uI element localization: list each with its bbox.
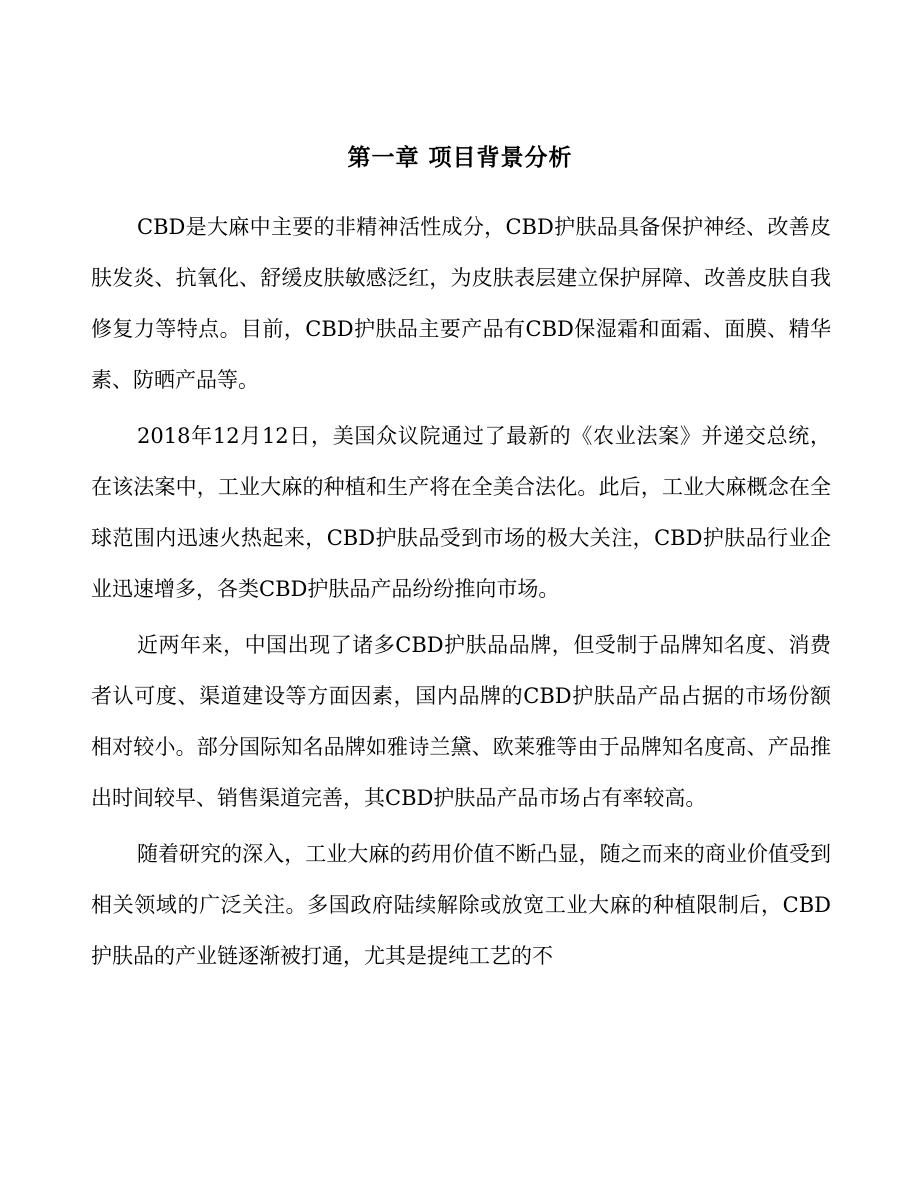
paragraph-1: CBD是大麻中主要的非精神活性成分，CBD护肤品具备保护神经、改善皮肤发炎、抗氧化、舒缓皮肤敏感泛红，为皮肤表层建立保护屏障、改善皮肤自我修复力等特点。目前，CBD护肤品主要产品有CBD保湿霜和面霜、面膜、精华素、防晒产品等。 xyxy=(91,215,831,392)
paragraph-4: 随着研究的深入，工业大麻的药用价值不断凸显，随之而来的商业价值受到相关领域的广泛关注。多国政府陆续解除或放宽工业大麻的种植限制后，CBD护肤品的产业链逐渐被打通，尤其是提纯工艺的不 xyxy=(91,842,831,968)
paragraph-2: 2018年12月12日，美国众议院通过了最新的《农业法案》并递交总统，在该法案中，工业大麻的种植和生产将在全美合法化。此后，工业大麻概念在全球范围内迅速火热起来，CBD护肤品受到市场的极大关注，CBD护肤品行业企业迅速增多，各类CBD护肤品产品纷纷推向市场。 xyxy=(91,424,831,601)
paragraph-3: 近两年来，中国出现了诸多CBD护肤品品牌，但受制于品牌知名度、消费者认可度、渠道建设等方面因素，国内品牌的CBD护肤品产品占据的市场份额相对较小。部分国际知名品牌如雅诗兰黛、欧莱雅等由于品牌知名度高、产品推出时间较早、销售渠道完善，其CBD护肤品产品市场占有率较高。 xyxy=(91,633,831,810)
body-text xyxy=(91,202,831,987)
chapter-title: 第一章 项目背景分析 xyxy=(347,144,573,171)
